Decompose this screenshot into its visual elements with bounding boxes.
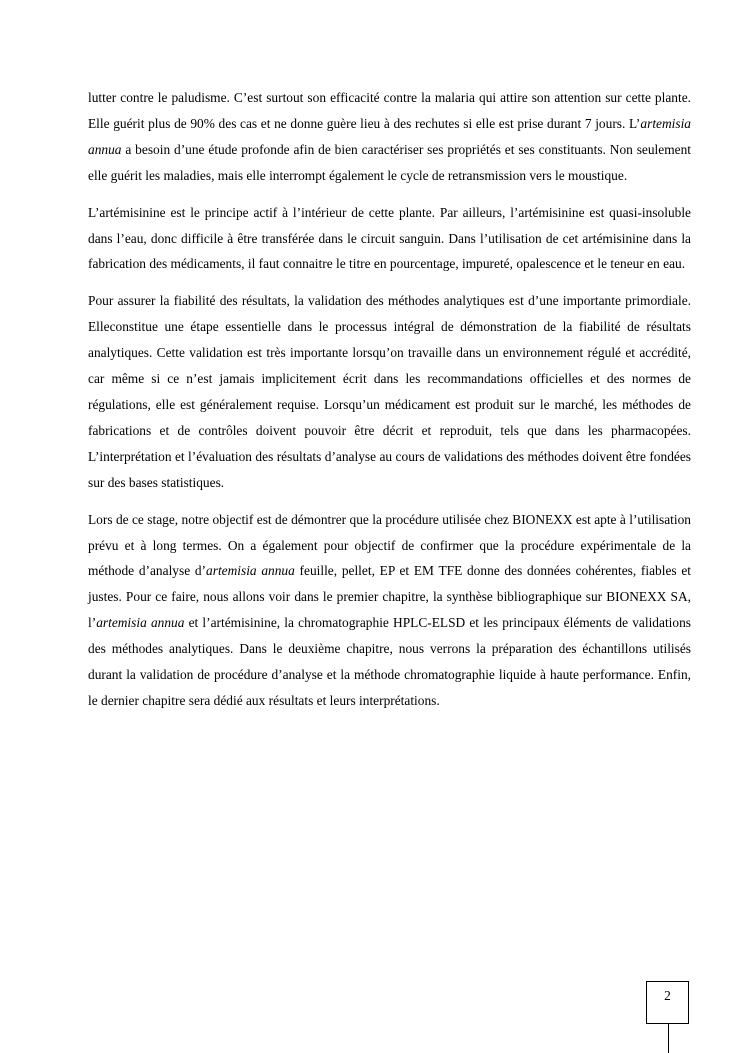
paragraph-3 (88, 288, 691, 495)
paragraph-1-text-a: lutter contre le paludisme. C’est surtout son efficacité contre la malaria qui attire son attention sur cette plante. Elle guérit plus de 90% des cas et ne donne guère lieu à des rechutes si elle est prise durant 7 jours. L’ (88, 90, 691, 131)
paragraph-2-text: L’artémisinine est le principe actif à l’intérieur de cette plante. Par ailleurs, l’artémisinine est quasi-insoluble dans l’eau, donc difficile à être transférée dans le circuit sanguin. Dans l’utilisation de cet artémisinine dans la fabrication des médicaments, il faut connaitre le titre en pourcentage, impureté, opalescence et le teneur en eau. (88, 204, 691, 272)
page-number: 2 (664, 988, 671, 1003)
page-number-box (646, 981, 689, 1024)
paragraph-1-species-name: artemisia annua (88, 115, 691, 157)
paragraph-4-text-a: Lors de ce stage, notre objectif est de démontrer que la procédure utilisée chez BIONEXX est apte à l’utilisation prévu et à long termes. On a également pour objectif de confirmer que la procédure expérimentale de la méthode d’analyse d’ (88, 511, 691, 579)
paragraph-4-species-name-1: artemisia annua (206, 563, 295, 579)
paragraph-1-text-b: a besoin d’une étude profonde afin de bien caractériser ses propriétés et ses constituants. Non seulement elle guérit les maladies, mais elle interrompt également le cycle de retransmission vers le moustique. (88, 141, 691, 183)
page-number-rule (668, 1023, 669, 1053)
paragraph-1 (88, 85, 691, 189)
paragraph-4-text-c: et l’artémisinine, la chromatographie HPLC-ELSD et les principaux éléments de validations des méthodes analytiques. Dans le deuxième chapitre, nous verrons la préparation des échantillons utilisés durant la validation de procédure d’analyse et la méthode chromatographie liquide à haute performance. Enfin, le dernier chapitre sera dédié aux résultats et leurs interprétations. (88, 615, 691, 708)
paragraph-4-text-b: feuille, pellet, EP et EM TFE donne des données cohérentes, fiables et justes. Pour ce faire, nous allons voir dans le premier chapitre, la synthèse bibliographique sur BIONEXX SA, l’ (88, 563, 692, 631)
paragraph-3-text: Pour assurer la fiabilité des résultats, la validation des méthodes analytiques est d’une importante primordiale. Elleconstitue une étape essentielle dans le processus intégral de démonstration de la fiabilité de résultats analytiques. Cette validation est très importante lorsqu’on travaille dans un environnement régulé et accrédité, car même si ce n’est jamais implicitement écrit dans les recommandations officielles et des normes de régulations, elle est généralement requise. Lorsqu’un médicament est produit sur le marché, les méthodes de fabrications et de contrôles doivent pouvoir être décrit et reproduit, tels que dans les pharmacopées. L’interprétation et l’évaluation des résultats d’analyse au cours de validations des méthodes doivent être fondées sur des bases statistiques. (88, 293, 691, 490)
paragraph-4-species-name-2: artemisia annua (96, 615, 185, 631)
document-body (88, 85, 691, 725)
paragraph-2 (88, 200, 691, 278)
paragraph-4 (88, 507, 691, 714)
